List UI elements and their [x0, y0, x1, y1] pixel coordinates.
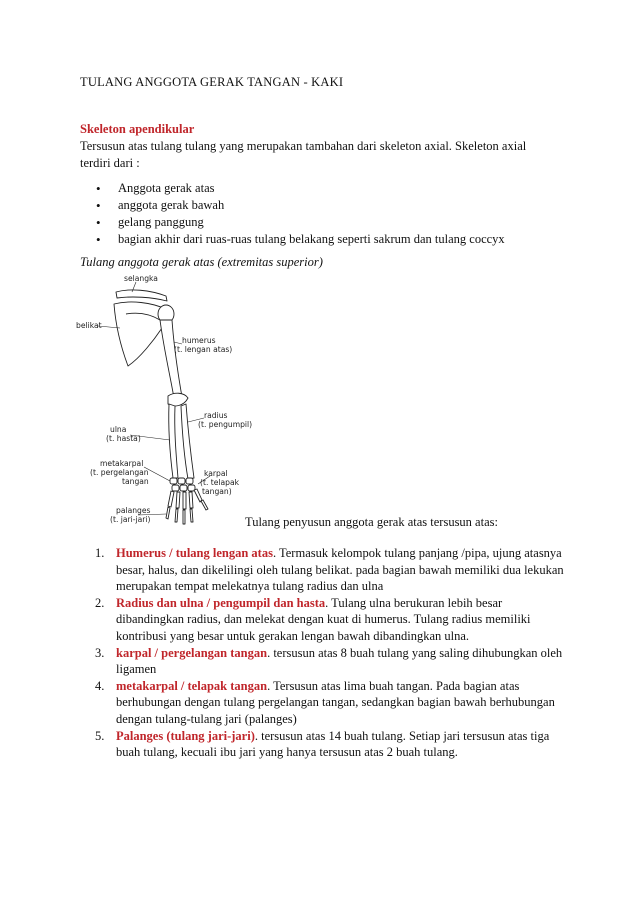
list-item — [95, 595, 565, 645]
label-humerus-desc: (t. lengan atas) — [174, 345, 233, 354]
item-number: 4. — [95, 678, 105, 693]
item-number: 5. — [95, 728, 105, 743]
label-ulna-desc: (t. hasta) — [106, 434, 141, 443]
item-text: . Termasuk kelompok tulang panjang /pipa, ujung atasnya besar, halus, dan dikelilingi oleh tulang belikat. pada bagian bawah memiliki dua lekukan merupakan tempat melekatnya tulang radius dan ulna — [116, 546, 564, 594]
label-radius-desc: (t. pengumpil) — [198, 420, 253, 429]
label-humerus: humerus — [182, 336, 216, 345]
bullet-item: • anggota gerak bawah — [96, 197, 505, 214]
document-title: TULANG ANGGOTA GERAK TANGAN - KAKI — [80, 75, 344, 89]
item-number: 1. — [95, 546, 105, 560]
arm-skeleton-figure — [70, 270, 260, 530]
item-term: Palanges (tulang jari-jari) — [116, 728, 255, 743]
bullet-item: • bagian akhir dari ruas-ruas tulang belakang seperti sakrum dan tulang coccyx — [96, 231, 505, 248]
label-selangka: selangka — [124, 274, 158, 283]
label-radius: radius — [204, 411, 228, 420]
section-intro: Tersusun atas tulang tulang yang merupakan tambahan dari skeleton axial. Skeleton axial terdiri dari : — [80, 139, 527, 170]
label-metakarpal: metakarpal — [100, 459, 144, 468]
item-text: . tersusun atas 14 buah tulang. Setiap jari tersusun atas tiga buah tulang, kecuali ibu jari yang hanya tersusun atas 2 buah tulang. — [116, 728, 550, 760]
item-term: Radius dan ulna / pengumpil dan hasta — [116, 595, 326, 610]
metacarpal-bone — [168, 491, 174, 507]
section-heading: Skeleton apendikular — [80, 122, 195, 136]
item-term: Humerus / tulang lengan atas — [116, 546, 273, 560]
label-karpal-desc2: tangan) — [202, 487, 232, 496]
item-term: karpal / pergelangan tangan — [116, 645, 268, 660]
humerus-bone — [160, 320, 182, 398]
numbered-list — [95, 545, 565, 761]
label-palanges-desc: (t. jari-jari) — [110, 515, 151, 524]
item-text: . tersusun atas 8 buah tulang yang saling dihubungkan oleh ligamen — [116, 645, 563, 677]
item-number: 3. — [95, 645, 105, 660]
item-number: 2. — [95, 595, 105, 610]
label-ulna: ulna — [110, 425, 127, 434]
list-item — [95, 545, 565, 595]
phalanx-bone — [166, 507, 170, 519]
figure-caption: Tulang penyusun anggota gerak atas tersusun atas: — [245, 515, 498, 529]
label-karpal-desc: (t. telapak — [200, 478, 240, 487]
radius-bone — [181, 404, 194, 479]
bullet-item: • Anggota gerak atas — [96, 180, 505, 197]
clavicle-bone — [116, 290, 167, 301]
carpal-bone — [170, 478, 177, 484]
label-metakarpal-desc2: tangan — [122, 477, 149, 486]
ulna-bone — [169, 404, 178, 478]
subsection-heading: Tulang anggota gerak atas (extremitas superior) — [80, 255, 323, 269]
bullet-item: • gelang panggung — [96, 214, 505, 231]
item-text: . Tulang ulna berukuran lebih besar dibandingkan radius, dan melekat dengan kuat di humerus. Tulang radius memiliki kontribusi yang besar untuk gerakan lengan bawah dibandingkan ulna. — [116, 595, 531, 643]
list-item — [95, 645, 565, 678]
label-palanges: palanges — [116, 506, 151, 515]
label-karpal: karpal — [204, 469, 228, 478]
list-item — [95, 678, 565, 728]
item-text: . Tersusun atas lima buah tangan. Pada bagian atas berhubungan dengan tulang pergelangan tangan, sedangkan bagian bawah berhubungan dengan tulang-tulang jari (palanges) — [116, 678, 555, 726]
item-term: metakarpal / telapak tangan — [116, 678, 268, 693]
label-belikat: belikat — [76, 321, 102, 330]
bullet-list — [96, 180, 505, 248]
list-item — [95, 728, 565, 761]
label-metakarpal-desc: (t. pergelangan — [90, 468, 149, 477]
